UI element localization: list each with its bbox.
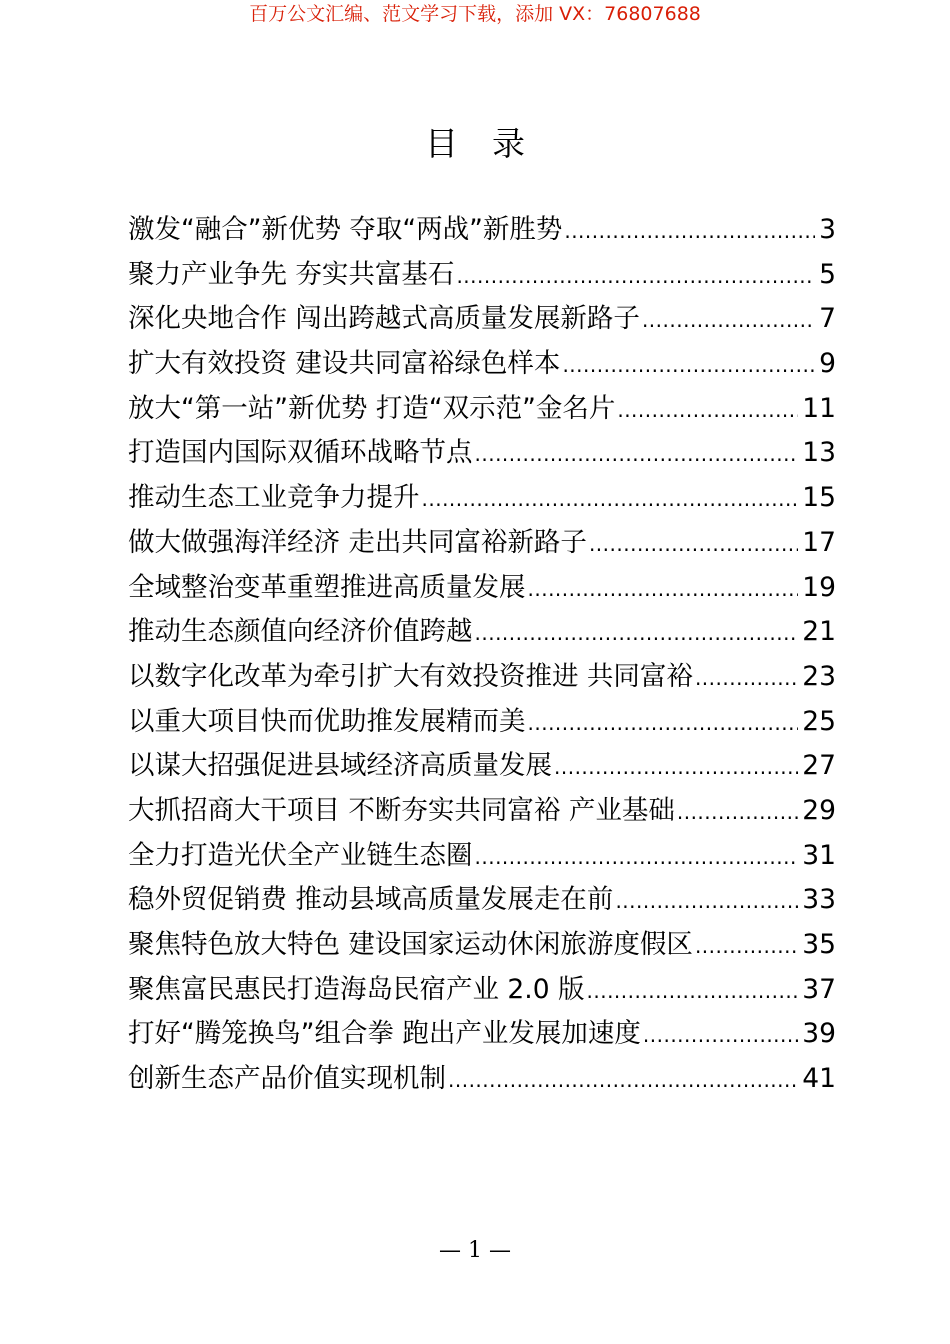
toc-entry-page: 33 bbox=[802, 884, 836, 916]
toc-entry-page: 3 bbox=[819, 214, 836, 245]
toc-entry bbox=[128, 1057, 836, 1102]
watermark-banner: 百万公文汇编、范文学习下载，添加 VX：76807688 bbox=[249, 3, 701, 25]
toc-entry bbox=[128, 968, 836, 1013]
toc-entry-title: 放大“第一站”新优势 打造“双示范”金名片 bbox=[128, 392, 616, 424]
toc-entry-page: 19 bbox=[802, 571, 836, 603]
toc-entry bbox=[128, 700, 836, 745]
toc-entry bbox=[128, 342, 836, 387]
toc-entry-page: 9 bbox=[819, 348, 836, 380]
toc-entry-page: 13 bbox=[802, 437, 836, 469]
toc-entry-page: 21 bbox=[802, 616, 836, 648]
toc-entry bbox=[128, 923, 836, 968]
toc-entry-page: 37 bbox=[802, 973, 836, 1005]
toc-entry-page: 31 bbox=[802, 839, 836, 871]
toc-entry bbox=[128, 566, 836, 611]
toc-entry-page: 17 bbox=[802, 526, 836, 558]
toc-dot-leader bbox=[695, 924, 798, 968]
toc-entry bbox=[128, 834, 836, 879]
toc-entry-title: 推动生态颜值向经济价值跨越 bbox=[128, 616, 473, 648]
toc-entry-page: 27 bbox=[802, 750, 836, 782]
toc-entry bbox=[128, 431, 836, 476]
toc-entry bbox=[128, 610, 836, 655]
toc-entry-title: 稳外贸促销费 推动县域高质量发展走在前 bbox=[128, 884, 614, 916]
toc-entry-title: 深化央地合作 闯出跨越式高质量发展新路子 bbox=[128, 303, 640, 335]
table-of-contents bbox=[128, 208, 836, 1102]
toc-entry-title: 推动生态工业竞争力提升 bbox=[128, 482, 420, 514]
toc-dot-leader bbox=[475, 432, 799, 476]
toc-entry-page: 29 bbox=[802, 794, 836, 826]
toc-entry-page: 5 bbox=[819, 258, 836, 290]
toc-dot-leader bbox=[554, 745, 798, 789]
toc-dot-leader bbox=[475, 611, 799, 655]
toc-dot-leader bbox=[456, 254, 815, 298]
toc-entry-title: 聚力产业争先 夯实共富基石 bbox=[128, 258, 455, 290]
toc-entry-page: 7 bbox=[819, 303, 836, 335]
toc-dot-leader bbox=[677, 790, 798, 834]
toc-dot-leader bbox=[643, 1013, 798, 1057]
toc-entry bbox=[128, 655, 836, 700]
toc-entry-title: 做大做强海洋经济 走出共同富裕新路子 bbox=[128, 526, 587, 558]
toc-entry bbox=[128, 297, 836, 342]
toc-entry-page: 39 bbox=[802, 1018, 836, 1050]
page-number: — 1 — bbox=[439, 1238, 511, 1263]
toc-entry-page: 35 bbox=[802, 929, 836, 960]
toc-entry-page: 25 bbox=[802, 705, 836, 737]
toc-dot-leader bbox=[587, 969, 799, 1013]
page-title: 目录 bbox=[425, 124, 559, 163]
toc-dot-leader bbox=[448, 1058, 798, 1102]
toc-dot-leader bbox=[528, 701, 799, 745]
toc-entry bbox=[128, 521, 836, 566]
toc-entry-title: 激发“融合”新优势 夺取“两战”新胜势 bbox=[128, 214, 563, 245]
toc-entry-title: 大抓招商大干项目 不断夯实共同富裕 产业基础 bbox=[128, 794, 675, 826]
toc-entry-title: 创新生态产品价值实现机制 bbox=[128, 1063, 446, 1095]
toc-entry bbox=[128, 476, 836, 521]
toc-entry bbox=[128, 387, 836, 432]
toc-entry bbox=[128, 208, 836, 253]
toc-entry bbox=[128, 878, 836, 923]
toc-entry-title: 打好“腾笼换鸟”组合拳 跑出产业发展加速度 bbox=[128, 1018, 641, 1050]
toc-entry-title: 以谋大招强促进县域经济高质量发展 bbox=[128, 750, 552, 782]
toc-entry-title: 打造国内国际双循环战略节点 bbox=[128, 437, 473, 469]
toc-entry-title: 以数字化改革为牵引扩大有效投资推进 共同富裕 bbox=[128, 660, 693, 692]
toc-entry-title: 全域整治变革重塑推进高质量发展 bbox=[128, 571, 526, 603]
toc-dot-leader bbox=[562, 343, 815, 387]
toc-dot-leader bbox=[615, 879, 798, 923]
toc-dot-leader bbox=[422, 477, 799, 521]
toc-entry-page: 11 bbox=[802, 392, 836, 424]
toc-entry-title: 聚焦特色放大特色 建设国家运动休闲旅游度假区 bbox=[128, 929, 693, 960]
toc-entry bbox=[128, 744, 836, 789]
toc-dot-leader bbox=[642, 298, 815, 342]
toc-entry-title: 扩大有效投资 建设共同富裕绿色样本 bbox=[128, 348, 561, 380]
toc-entry-title: 以重大项目快而优助推发展精而美 bbox=[128, 705, 526, 737]
toc-entry-page: 23 bbox=[802, 660, 836, 692]
toc-entry-title: 全力打造光伏全产业链生态圈 bbox=[128, 839, 473, 871]
toc-entry-page: 41 bbox=[802, 1063, 836, 1095]
toc-entry bbox=[128, 1012, 836, 1057]
toc-dot-leader bbox=[564, 209, 815, 253]
toc-entry-title: 聚焦富民惠民打造海岛民宿产业 2.0 版 bbox=[128, 973, 585, 1005]
toc-dot-leader bbox=[695, 656, 798, 700]
toc-entry-page: 15 bbox=[802, 482, 836, 514]
toc-entry bbox=[128, 789, 836, 834]
toc-dot-leader bbox=[617, 388, 798, 432]
toc-dot-leader bbox=[475, 835, 799, 879]
toc-entry bbox=[128, 253, 836, 298]
toc-dot-leader bbox=[528, 567, 799, 611]
toc-dot-leader bbox=[589, 522, 798, 566]
